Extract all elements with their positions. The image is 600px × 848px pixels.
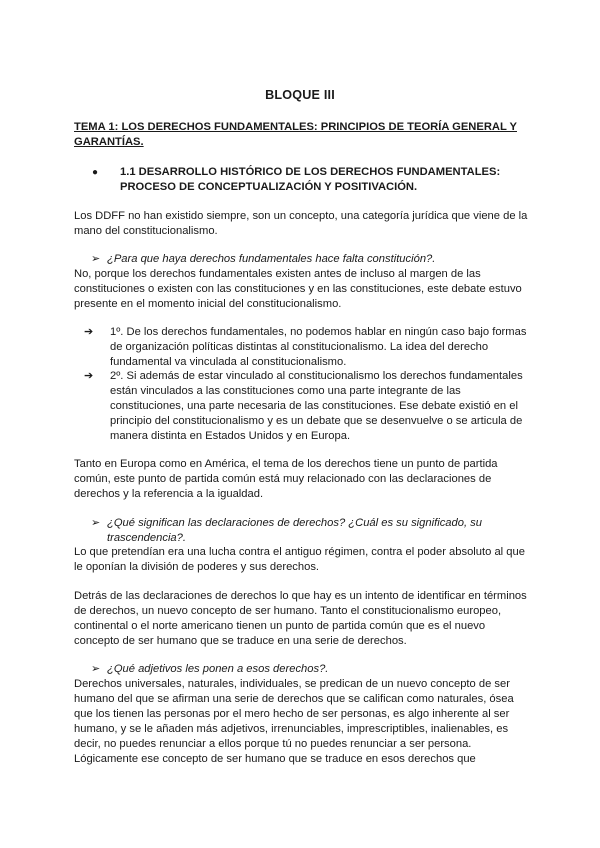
paragraph-answer-3: Derechos universales, naturales, individuales, se predican de un nuevo concepto de ser humano del que se afirman una serie de derechos que se califican como naturales, ósea que los tienen las personas por el mero hecho de ser personas, es algo inherente al ser humano, y se le añaden más adjetivos, irrenunciables, imprescriptibles, inalienables, es decir, no puedes renunciar a ellos porque tú no puedes renunciar a ser persona. Lógicamente ese concepto de ser humano que se traduce en esos derechos que: [74, 678, 514, 765]
question-1: [91, 252, 526, 267]
right-arrow-icon: ➔: [84, 370, 94, 382]
paragraph-europe-america: Tanto en Europa como en América, el tema de los derechos tiene un punto de partida común, este punto de partida común está muy relacionado con las declaraciones de derechos y la referencia a la igualdad.: [74, 458, 498, 500]
question-3: [91, 662, 526, 677]
point-2: [84, 369, 530, 444]
bullet-icon: ●: [92, 167, 99, 178]
section-heading-text: 1.1 DESARROLLO HISTÓRICO DE LOS DERECHOS FUNDAMENTALES: PROCESO DE CONCEPTUALIZACIÓN Y POSITIVACIÓN.: [120, 166, 501, 193]
question-1-text: ¿Para que haya derechos fundamentales hace falta constitución?.: [107, 253, 436, 265]
right-arrow-icon: ➔: [84, 326, 94, 338]
arrow-bullet-icon: ➢: [91, 253, 101, 265]
arrow-bullet-icon: ➢: [91, 663, 101, 675]
question-2-text: ¿Qué significan las declaraciones de derechos? ¿Cuál es su significado, su trascendencia?.: [107, 517, 482, 544]
section-heading: [92, 165, 522, 195]
point-1-text: 1º. De los derechos fundamentales, no podemos hablar en ningún caso bajo formas de organización políticas distintas al constitucionalismo. La idea del derecho fundamental va vinculada al constitucionalismo.: [110, 326, 527, 368]
point-2-text: 2º. Si además de estar vinculado al constitucionalismo los derechos fundamentales están vinculados a las constituciones como una parte integrante de las constituciones, una parte necesaria de las constituciones. Ese debate existió en el principio del constitucionalismo y es un debate que se desenvuelve o se articula de manera distinta en Estados Unidos y en Europa.: [110, 370, 523, 442]
arrow-bullet-icon: ➢: [91, 517, 101, 529]
question-2: [91, 516, 526, 546]
paragraph-answer-2: Lo que pretendían era una lucha contra el antiguo régimen, contra el poder absoluto al que le oponían la división de poderes y sus derechos.: [74, 546, 525, 573]
point-1: [84, 325, 530, 370]
paragraph-intro: Los DDFF no han existido siempre, son un concepto, una categoría jurídica que viene de la mano del constitucionalismo.: [74, 210, 528, 237]
question-3-text: ¿Qué adjetivos les ponen a esos derechos?.: [107, 663, 329, 675]
topic-title: TEMA 1: LOS DERECHOS FUNDAMENTALES: PRINCIPIOS DE TEORÍA GENERAL Y GARANTÍAS.: [74, 121, 517, 148]
paragraph-declarations: Detrás de las declaraciones de derechos lo que hay es un intento de identificar en términos de derechos, un nuevo concepto de ser humano. Tanto el constitucionalismo europeo, continental o el norte americano tienen un punto de partida común que es el nuevo concepto de ser humano que se traduce en una serie de derechos.: [74, 590, 527, 647]
block-title: BLOQUE III: [265, 88, 335, 102]
paragraph-answer-1: No, porque los derechos fundamentales existen antes de incluso al margen de las constituciones o existen con las constituciones y en las constituciones, este debate estuvo presente en el momento inicial del constitucionalismo.: [74, 268, 522, 310]
